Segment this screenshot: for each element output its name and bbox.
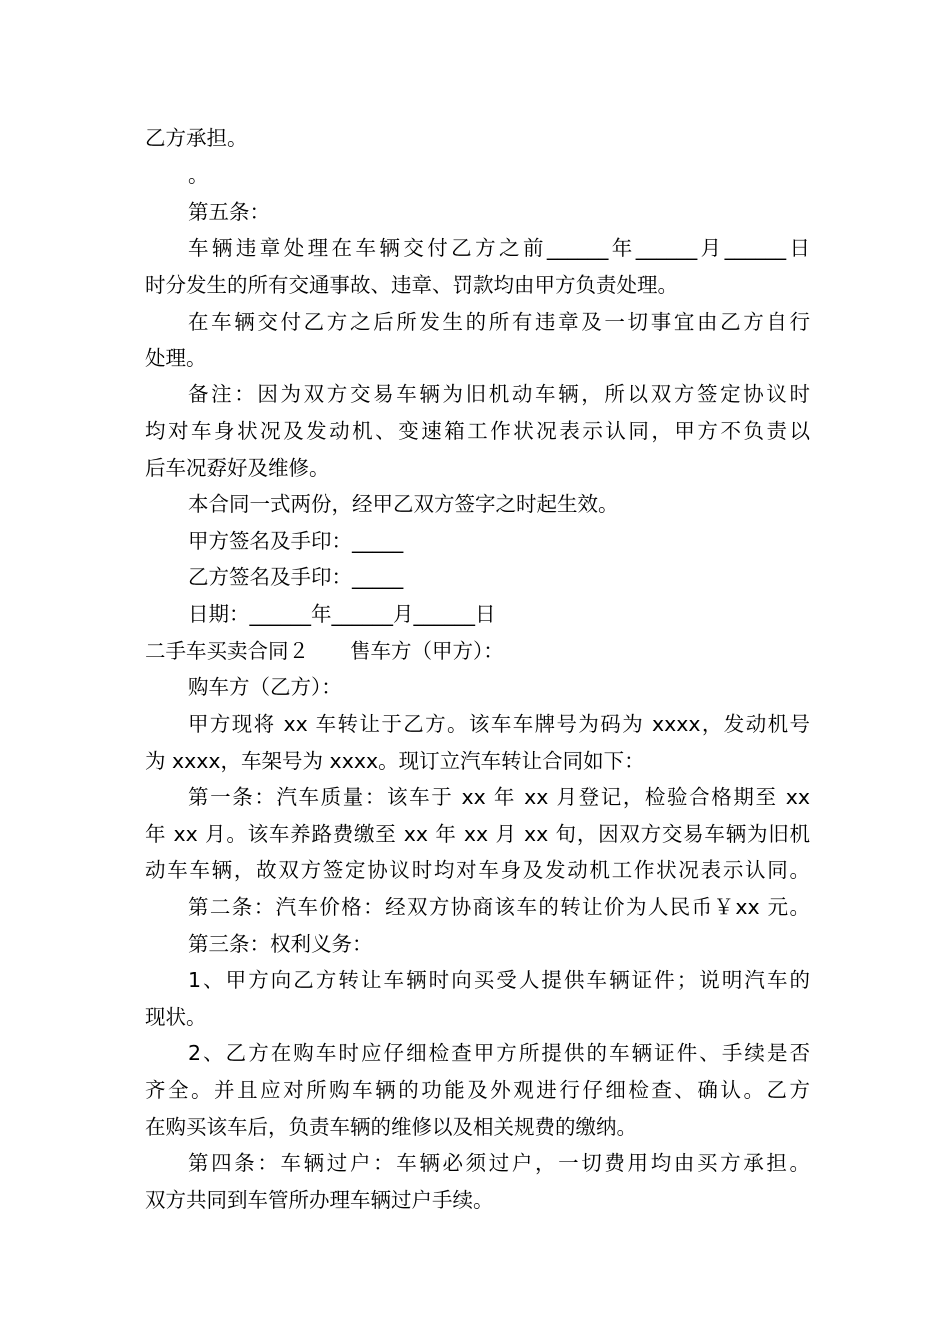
text-line: 均对车身状况及发动机、变速箱工作状况表示认同，甲方不负责以 bbox=[145, 419, 810, 443]
text-line: 2、乙方在购车时应仔细检查甲方所提供的车辆证件、手续是否 bbox=[188, 1041, 810, 1065]
text-line: 甲方现将 xx 车转让于乙方。该车车牌号为码为 xxxx，发动机号 bbox=[188, 712, 810, 736]
text-line: 购车方（乙方）： bbox=[188, 675, 342, 699]
contract-title: 二手车买卖合同２ 售车方（甲方）： bbox=[145, 639, 504, 663]
text-line: 乙方承担。 bbox=[145, 126, 248, 150]
text-line: 第一条：汽车质量：该车于 xx 年 xx 月登记，检验合格期至 xx bbox=[188, 785, 810, 809]
text-line: 现状。 bbox=[145, 1005, 207, 1029]
text-line: 在车辆交付乙方之后所发生的所有违章及一切事宜由乙方自行 bbox=[188, 310, 810, 334]
text-line: 时分发生的所有交通事故、违章、罚款均由甲方负责处理。 bbox=[145, 273, 678, 297]
text-line: 在购买该车后，负责车辆的维修以及相关规费的缴纳。 bbox=[145, 1115, 637, 1139]
text-line: 双方共同到车管所办理车辆过户手续。 bbox=[145, 1188, 494, 1212]
text-line: 年 xx 月。该车养路费缴至 xx 年 xx 月 xx 旬，因双方交易车辆为旧机 bbox=[145, 822, 810, 846]
text-line: 本合同一式两份，经甲乙双方签字之时起生效。 bbox=[188, 492, 619, 516]
text-line: 备注：因为双方交易车辆为旧机动车辆，所以双方签定协议时 bbox=[188, 382, 810, 406]
text-line: 处理。 bbox=[145, 346, 207, 370]
text-line: 第四条：车辆过户：车辆必须过户，一切费用均由买方承担。 bbox=[188, 1151, 810, 1175]
text-line: 车辆违章处理在车辆交付乙方之前______年______月______日 bbox=[188, 236, 810, 260]
text-line: 动车车辆，故双方签定协议时均对车身及发动机工作状况表示认同。 bbox=[145, 858, 810, 882]
text-line: 为 xxxx，车架号为 xxxx。现订立汽车转让合同如下： bbox=[145, 749, 645, 773]
text-line: 。 bbox=[188, 163, 209, 187]
date-line: 日期：______年______月______日 bbox=[188, 602, 496, 626]
section-heading: 第三条：权利义务： bbox=[188, 932, 373, 956]
text-line: 后车况孬好及维修。 bbox=[145, 456, 330, 480]
text-line: 齐全。并且应对所购车辆的功能及外观进行仔细检查、确认。乙方 bbox=[145, 1078, 810, 1102]
text-line: 1、甲方向乙方转让车辆时向买受人提供车辆证件；说明汽车的 bbox=[188, 968, 810, 992]
signature-line-party-b: 乙方签名及手印：_____ bbox=[188, 565, 404, 589]
signature-line-party-a: 甲方签名及手印：_____ bbox=[188, 529, 404, 553]
section-heading: 第五条： bbox=[188, 200, 270, 224]
text-line: 第二条：汽车价格：经双方协商该车的转让价为人民币￥xx 元。 bbox=[188, 895, 810, 919]
